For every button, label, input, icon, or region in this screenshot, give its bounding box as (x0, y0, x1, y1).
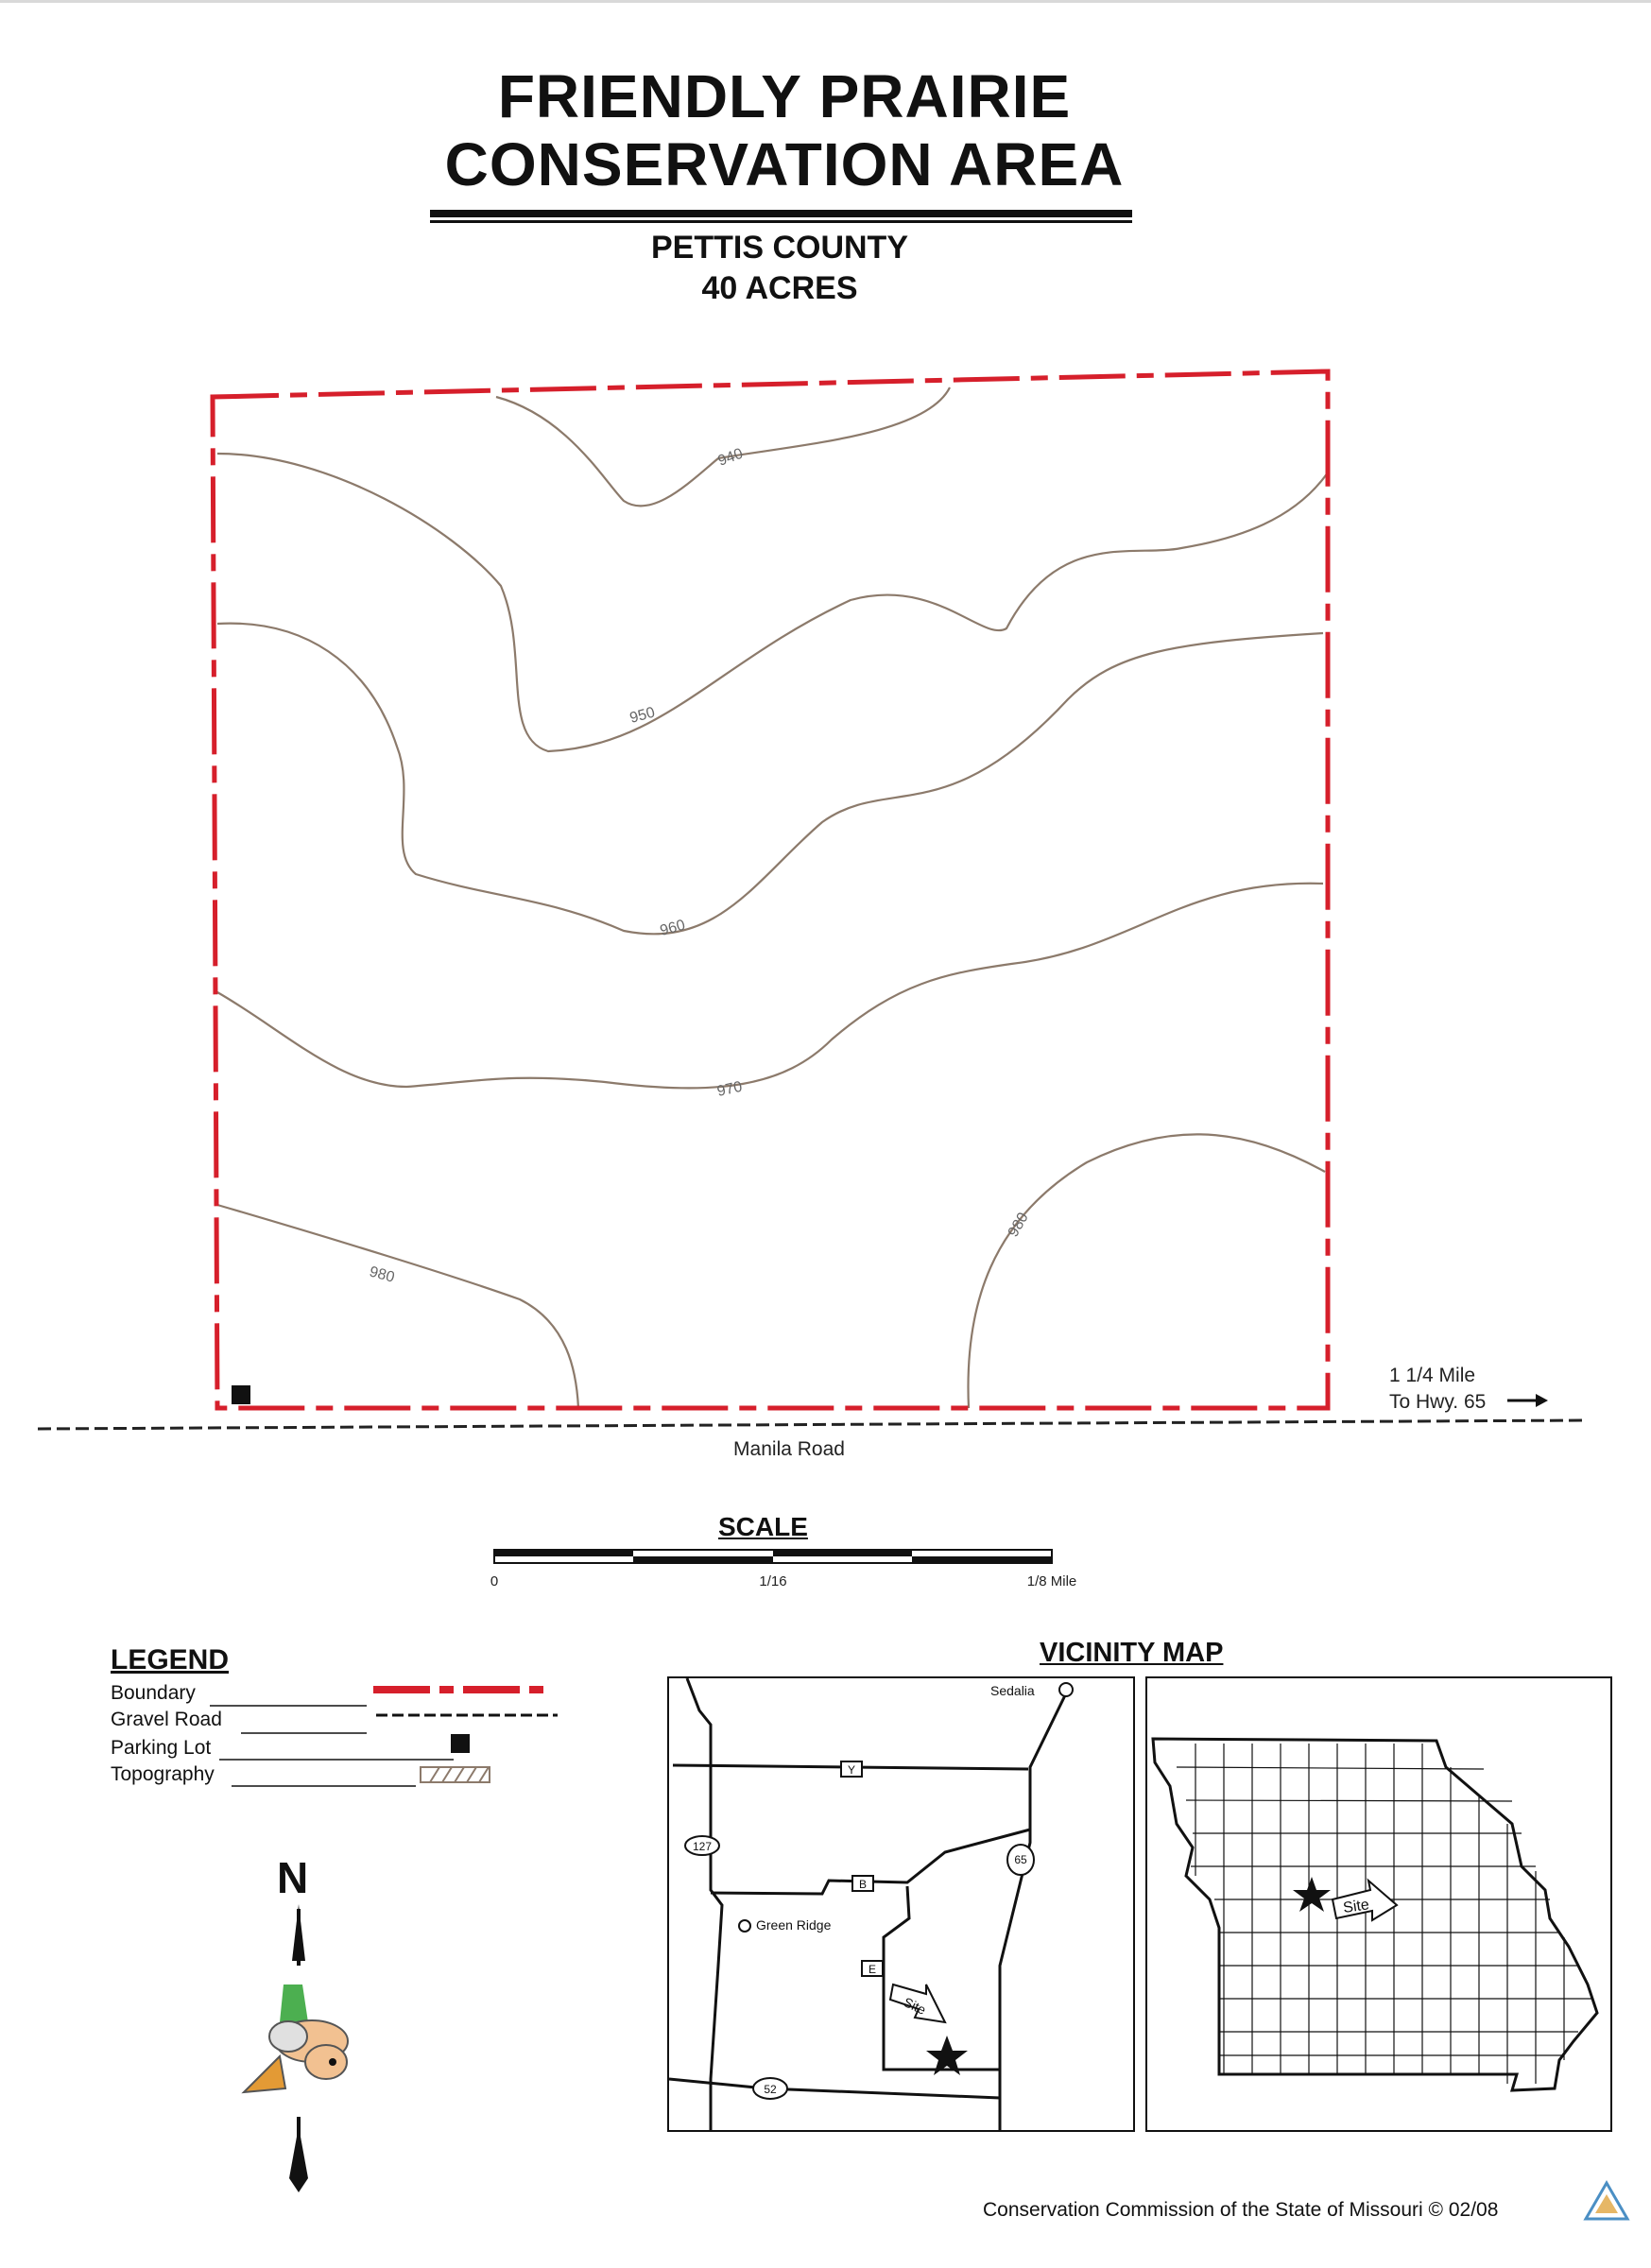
acreage-label: 40 ACRES (701, 270, 858, 306)
route-e-label: E (868, 1963, 877, 1976)
contour-labels (368, 446, 1032, 1286)
contour-980-west (217, 1205, 578, 1408)
scale-labels (490, 1573, 1076, 1589)
legend-item-boundary: Boundary (111, 1682, 196, 1704)
vicinity-map-title: VICINITY MAP (1040, 1638, 1224, 1668)
legend-item-topography: Topography (111, 1763, 215, 1785)
place-green-ridge: Green Ridge (756, 1917, 832, 1933)
contour-960 (217, 624, 1323, 935)
manila-road (38, 1420, 1583, 1429)
parking-lot-marker (232, 1385, 250, 1404)
contour-980-east (968, 1134, 1325, 1408)
legend-symbols (210, 1690, 558, 1786)
contour-label-940: 940 (715, 445, 746, 470)
scale-title: SCALE (718, 1512, 808, 1541)
site-label-local: Site (901, 1994, 929, 2018)
route-b-label: B (858, 1878, 868, 1891)
hwy-note-line1: 1 1/4 Mile (1389, 1365, 1476, 1386)
site-label-state: Site (1342, 1897, 1370, 1916)
mdc-logo-icon (1586, 2183, 1627, 2219)
contour-label-970: 970 (715, 1078, 744, 1100)
contour-label-980-east: 980 (1005, 1210, 1032, 1240)
contour-lines (217, 387, 1328, 1408)
hwy-note-line2: To Hwy. 65 (1389, 1391, 1487, 1413)
contour-label-980-west: 980 (367, 1263, 397, 1286)
contour-950 (217, 454, 1328, 751)
vicinity-state-map (1146, 1677, 1611, 2131)
north-label: N (277, 1853, 309, 1902)
route-65-label: 65 (1014, 1853, 1027, 1866)
county-label: PETTIS COUNTY (650, 230, 909, 266)
vicinity-local-map (668, 1677, 1134, 2131)
contour-970 (217, 884, 1323, 1089)
legend-item-parking-lot: Parking Lot (111, 1737, 212, 1759)
legend-item-gravel-road: Gravel Road (111, 1709, 222, 1730)
map-title-line1: FRIENDLY PRAIRIE (497, 62, 1072, 130)
contour-940 (496, 387, 950, 506)
route-52-label: 52 (764, 2083, 777, 2096)
place-sedalia: Sedalia (990, 1683, 1035, 1698)
arrow-right-icon (1507, 1394, 1548, 1407)
scale-label-1-8-mile: 1/8 Mile (1026, 1573, 1077, 1589)
scale-bar (494, 1550, 1052, 1563)
contour-label-950: 950 (628, 704, 657, 727)
mascot-logo-icon (244, 1984, 348, 2092)
route-y-label: Y (847, 1763, 856, 1777)
map-title-line2: CONSERVATION AREA (444, 130, 1125, 198)
road-label: Manila Road (733, 1438, 845, 1460)
scale-label-0: 0 (490, 1573, 499, 1589)
footer-credit: Conservation Commission of the State of Missouri © 02/08 (983, 2199, 1499, 2221)
legend-title: LEGEND (111, 1644, 230, 1675)
scale-label-1-16: 1/16 (759, 1573, 787, 1589)
route-127-label: 127 (692, 1840, 713, 1853)
contour-label-960: 960 (658, 917, 687, 939)
